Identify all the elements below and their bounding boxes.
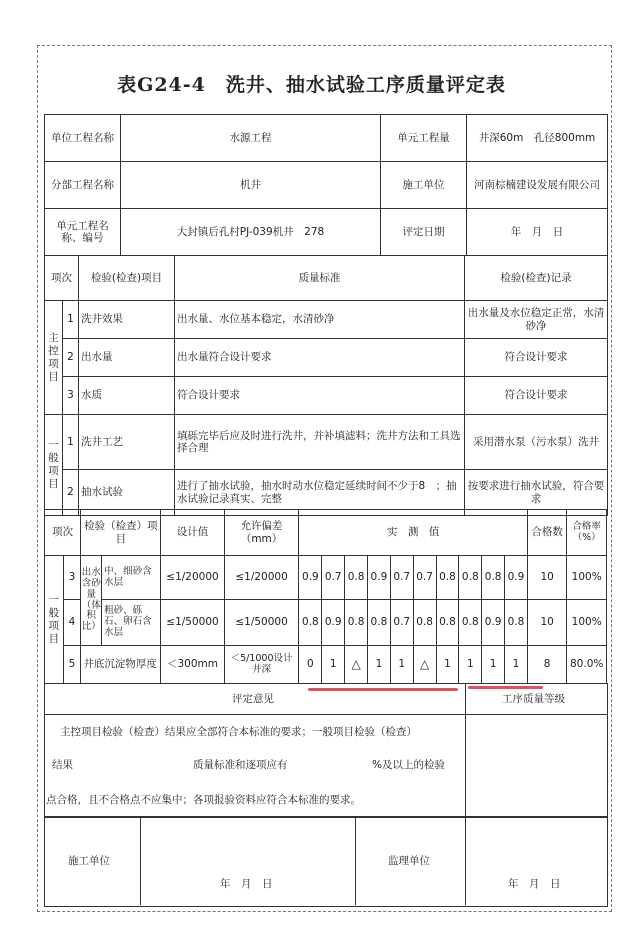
measure-design: ＜300mm (161, 646, 224, 684)
col-standard-header: 质量标准 (175, 256, 465, 301)
evaluation-divider (465, 683, 466, 816)
measured-value: 1 (322, 646, 345, 684)
measured-value: 1 (367, 646, 390, 684)
measured-value: 0.8 (345, 600, 368, 646)
signature-divider (465, 816, 466, 905)
measure-col-item: 项次 (45, 510, 81, 556)
header-table (44, 114, 608, 256)
sub-project-label: 分部工程名称 (45, 162, 121, 209)
measure-design: ≤1/50000 (161, 600, 224, 646)
measured-value: 0.8 (299, 600, 322, 646)
document-title: 表G24-4 洗井、抽水试验工序质量评定表 (117, 74, 506, 96)
signature-divider (355, 816, 356, 905)
item-record: 出水量及水位稳定正常，水清砂净 (465, 301, 608, 339)
item-name: 抽水试验 (79, 470, 175, 516)
evaluation-line-2a: 结果 (52, 759, 73, 771)
item-record: 采用潜水泵（污水泵）洗井 (465, 415, 608, 470)
element-quantity-value: 井深60m 孔径800mm (467, 115, 608, 162)
measured-value: 0.8 (459, 556, 482, 600)
measure-col-pass-rate: 合格率（%） (567, 510, 607, 556)
item-name: 出水量 (79, 339, 175, 377)
sand-content-label: 出水含砂量（体积比） (81, 556, 102, 646)
measure-name: 中、细砂含水层 (102, 556, 161, 600)
measured-value: 0.7 (413, 556, 436, 600)
measure-col-design: 设计值 (161, 510, 224, 556)
element-name-label: 单元工程名称、编号 (45, 209, 121, 256)
col-item-header: 项次 (45, 256, 79, 301)
measured-value: 0.9 (367, 556, 390, 600)
evaluation-line-2c: %及以上的检验 (372, 759, 445, 771)
measure-pass-rate: 100% (567, 600, 607, 646)
measure-col-measured: 实 测 值 (299, 510, 527, 556)
measured-value: 0.9 (482, 600, 505, 646)
measured-value: 1 (390, 646, 413, 684)
signature-box (44, 816, 608, 907)
item-no: 2 (63, 339, 79, 377)
measured-value: 0.8 (436, 600, 459, 646)
supervisor-sign-label: 监理单位 (388, 855, 430, 867)
measured-value: 0.9 (322, 600, 345, 646)
measure-pass-rate: 80.0% (567, 646, 607, 684)
measure-no: 3 (63, 556, 81, 600)
measured-value: 1 (459, 646, 482, 684)
col-inspect-header: 检验(检查)项目 (79, 256, 175, 301)
supervisor-sign-date: 年 月 日 (508, 878, 561, 890)
signature-divider (140, 816, 141, 905)
contractor-sign-label: 施工单位 (68, 855, 110, 867)
element-quantity-label: 单元工程量 (381, 115, 467, 162)
measure-no: 5 (63, 646, 81, 684)
measured-value: 0.9 (505, 556, 528, 600)
measure-allow: ＜5/1000设计井深 (224, 646, 299, 684)
measured-value: 1 (436, 646, 459, 684)
item-record: 按要求进行抽水试验，符合要求 (465, 470, 608, 516)
contractor-value: 河南棕楠建设发展有限公司 (467, 162, 608, 209)
main-group-label: 主控项目 (45, 301, 63, 415)
warning-triangle-icon: △ (413, 646, 436, 684)
measured-value: 1 (505, 646, 528, 684)
item-name: 洗井效果 (79, 301, 175, 339)
contractor-sign-date: 年 月 日 (220, 878, 273, 890)
measured-value: 0 (299, 646, 322, 684)
eval-date-value: 年 月 日 (467, 209, 608, 256)
item-name: 水质 (79, 377, 175, 415)
item-standard: 出水量、水位基本稳定，水清砂净 (175, 301, 465, 339)
contractor-label: 施工单位 (381, 162, 467, 209)
measured-value: 0.9 (299, 556, 322, 600)
item-name: 洗井工艺 (79, 415, 175, 470)
measured-value: 0.8 (436, 556, 459, 600)
item-no: 3 (63, 377, 79, 415)
measure-pass-count: 10 (527, 600, 566, 646)
item-standard: 符合设计要求 (175, 377, 465, 415)
measure-pass-rate: 100% (567, 556, 607, 600)
measure-allow: ≤1/20000 (224, 556, 299, 600)
evaluation-line-3: 点合格，且不合格点不应集中；各项报验资料应符合本标准的要求。 (46, 794, 361, 806)
measure-col-pass-count: 合格数 (527, 510, 566, 556)
warning-triangle-icon: △ (345, 646, 368, 684)
unit-project-label: 单位工程名称 (45, 115, 121, 162)
eval-date-label: 评定日期 (381, 209, 467, 256)
measured-value: 0.8 (505, 600, 528, 646)
item-no: 2 (63, 470, 79, 516)
measure-design: ≤1/20000 (161, 556, 224, 600)
measure-name: 井底沉淀物厚度 (81, 646, 161, 684)
evaluation-line-2b: 质量标准和逐项应有 (193, 759, 288, 771)
measured-value: 0.8 (413, 600, 436, 646)
item-standard: 出水量符合设计要求 (175, 339, 465, 377)
measure-pass-count: 8 (527, 646, 566, 684)
measured-value: 0.7 (390, 556, 413, 600)
red-underline-mark (468, 686, 543, 689)
element-name-value: 大封镇后孔村PJ-039机井 278 (121, 209, 381, 256)
measure-pass-count: 10 (527, 556, 566, 600)
measure-allow: ≤1/50000 (224, 600, 299, 646)
item-standard: 进行了抽水试验，抽水时动水位稳定延续时间不少于8 ；抽水试验记录真实、完整 (175, 470, 465, 516)
item-no: 1 (63, 301, 79, 339)
sub-project-value: 机井 (121, 162, 381, 209)
measured-value: 0.7 (390, 600, 413, 646)
grade-label: 工序质量等级 (502, 693, 565, 705)
measured-value: 0.7 (322, 556, 345, 600)
measure-table (44, 509, 607, 684)
unit-project-value: 水源工程 (121, 115, 381, 162)
measured-value: 0.8 (459, 600, 482, 646)
item-record: 符合设计要求 (465, 377, 608, 415)
measure-name: 粗砂、砾石、卵石含水层 (102, 600, 161, 646)
item-standard: 填砾完毕后应及时进行洗井，并补填滤料；洗井方法和工具选择合理 (175, 415, 465, 470)
measured-value: 0.8 (367, 600, 390, 646)
items-table (44, 255, 608, 516)
red-underline-mark (308, 688, 458, 691)
measured-value: 0.8 (482, 556, 505, 600)
col-record-header: 检验(检查)记录 (465, 256, 608, 301)
measured-value: 0.8 (345, 556, 368, 600)
item-no: 1 (63, 415, 79, 470)
opinion-label: 评定意见 (232, 693, 274, 705)
measure-col-inspect: 检验（检查）项目 (81, 510, 161, 556)
item-record: 符合设计要求 (465, 339, 608, 377)
general-group-label: 一般项目 (45, 415, 63, 516)
measure-col-allow: 允许偏差（mm） (224, 510, 299, 556)
measure-no: 4 (63, 600, 81, 646)
measured-value: 1 (482, 646, 505, 684)
evaluation-line-1: 主控项目检验（检查）结果应全部符合本标准的要求；一般项目检验（检查） (60, 726, 417, 738)
measure-group-label: 一般项目 (45, 556, 64, 684)
